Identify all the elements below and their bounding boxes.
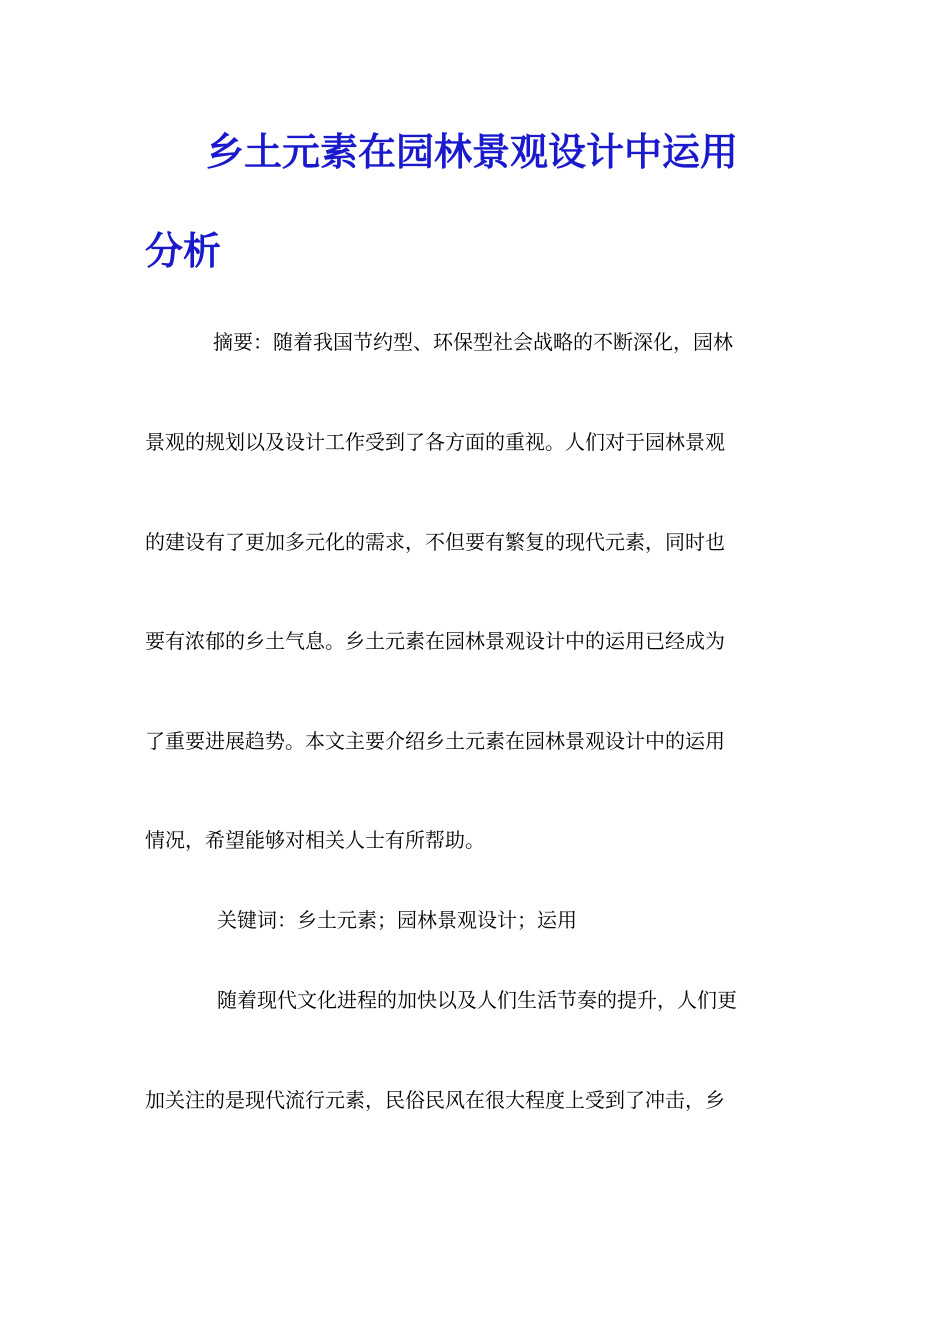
body-line-1: 随着现代文化进程的加快以及人们生活节奏的提升，人们更 <box>217 988 737 1012</box>
abstract-line-3: 的建设有了更加多元化的需求，不但要有繁复的现代元素，同时也 <box>145 530 725 554</box>
abstract-line-4: 要有浓郁的乡土气息。乡土元素在园林景观设计中的运用已经成为 <box>145 629 725 653</box>
abstract-line-1: 摘要：随着我国节约型、环保型社会战略的不断深化，园林 <box>213 330 733 354</box>
keywords-line: 关键词：乡土元素；园林景观设计；运用 <box>217 908 577 932</box>
abstract-line-5: 了重要进展趋势。本文主要介绍乡土元素在园林景观设计中的运用 <box>145 729 725 753</box>
document-title-line-1: 乡土元素在园林景观设计中运用 <box>206 130 739 174</box>
abstract-line-6: 情况，希望能够对相关人士有所帮助。 <box>145 828 485 852</box>
body-line-2: 加关注的是现代流行元素，民俗民风在很大程度上受到了冲击，乡 <box>145 1088 725 1112</box>
document-title-line-2: 分析 <box>145 229 222 273</box>
abstract-line-2: 景观的规划以及设计工作受到了各方面的重视。人们对于园林景观 <box>145 430 725 454</box>
